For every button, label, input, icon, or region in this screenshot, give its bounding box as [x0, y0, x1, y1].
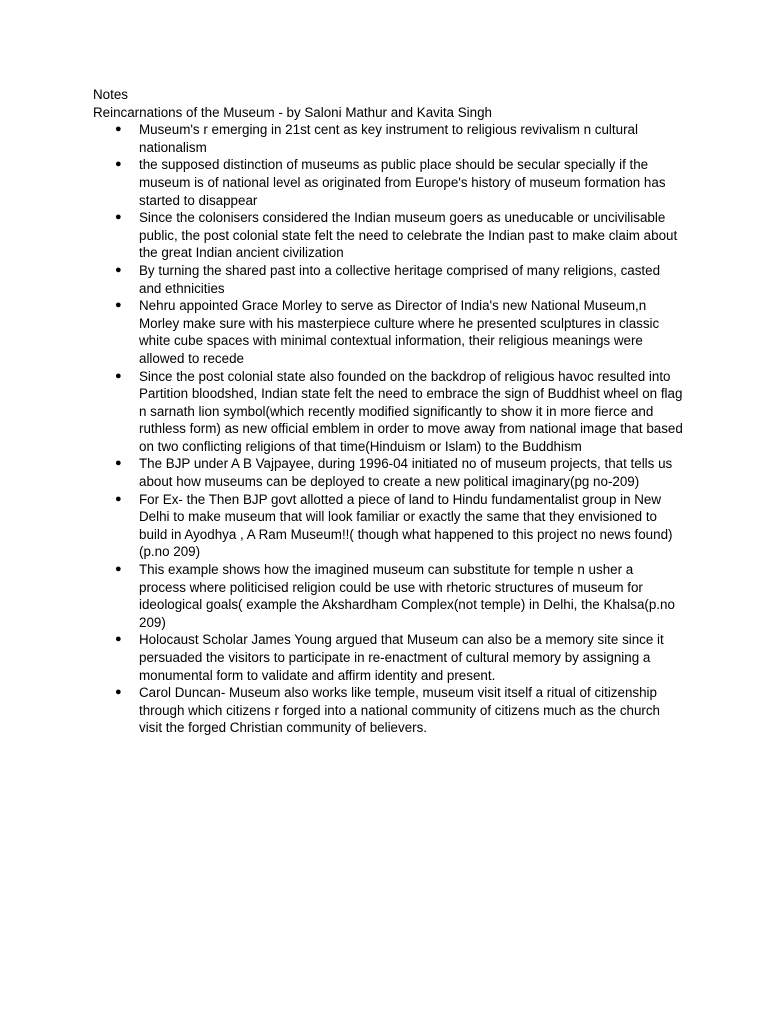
list-item — [93, 262, 683, 297]
bullet-icon: ● — [115, 123, 122, 136]
bullet-icon: ● — [115, 369, 122, 382]
list-item-text: Carol Duncan- Museum also works like temple, museum visit itself a ritual of citizenship through which citizens r forged into a national community of citizens much as the church visit the forged Christian community of believers. — [139, 685, 661, 736]
list-item-text: Since the post colonial state also founded on the backdrop of religious havoc resulted into Partition bloodshed, Indian state felt the need to embrace the sign of Buddhist wheel on flag n sarnath lion symbol(which recently modified significantly to show it in more fierce and ruthless form) as new official emblem in order to move away from national image that based on two conflicting religions of that time(Hinduism or Islam) to the Buddhism — [139, 368, 683, 454]
document-page — [93, 86, 683, 737]
bullet-icon: ● — [115, 158, 122, 171]
list-item — [93, 491, 683, 561]
list-item — [93, 121, 683, 156]
list-item — [93, 561, 683, 631]
list-item — [93, 368, 683, 456]
list-item-text: the supposed distinction of museums as public place should be secular specially if the museum is of national level as originated from Europe's history of museum formation has started to disappear — [139, 157, 666, 208]
document-subtitle: Reincarnations of the Museum - by Saloni Mathur and Kavita Singh — [93, 104, 492, 120]
list-item — [93, 297, 683, 367]
bullet-icon: ● — [115, 299, 122, 312]
bullet-icon: ● — [115, 211, 122, 224]
list-item-text: By turning the shared past into a collective heritage comprised of many religions, casted and ethnicities — [139, 262, 661, 296]
bullet-icon: ● — [115, 686, 122, 699]
list-item-text: Since the colonisers considered the Indian museum goers as uneducable or uncivilisable public, the post colonial state felt the need to celebrate the Indian past to make claim about the great Indian ancient civilization — [139, 210, 678, 261]
bullet-icon: ● — [115, 563, 122, 576]
bullet-icon: ● — [115, 457, 122, 470]
list-item-text: Museum's r emerging in 21st cent as key instrument to religious revivalism n cultural nationalism — [139, 122, 638, 155]
list-item-text: This example shows how the imagined museum can substitute for temple n usher a process where politicised religion could be use with rhetoric structures of museum for ideological goals( example the Akshardham Complex(not temple) in Delhi, the Khalsa(p.no 209) — [139, 562, 675, 630]
list-item-text: The BJP under A B Vajpayee, during 1996-04 initiated no of museum projects, that tells us about how museums can be deployed to create a new political imaginary(pg no-209) — [139, 456, 673, 490]
list-item — [93, 684, 683, 737]
list-item-text: Nehru appointed Grace Morley to serve as Director of India's new National Museum,n Morley make sure with his masterpiece culture where he presented sculptures in classic white cube spaces with minimal contextual information, their religious meanings were allowed to recede — [139, 298, 660, 366]
list-item — [93, 156, 683, 209]
bullet-icon: ● — [115, 633, 122, 646]
notes-bullet-list — [93, 121, 683, 737]
bullet-icon: ● — [115, 263, 122, 276]
list-item-text: Holocaust Scholar James Young argued that Museum can also be a memory site since it persuaded the visitors to participate in re-enactment of cultural memory by assigning a monumental form to validate and affirm identity and present. — [139, 632, 664, 683]
list-item — [93, 631, 683, 684]
list-item — [93, 209, 683, 262]
notes-heading: Notes — [93, 87, 128, 102]
list-item — [93, 455, 683, 490]
bullet-icon: ● — [115, 492, 122, 505]
list-item-text: For Ex- the Then BJP govt allotted a piece of land to Hindu fundamentalist group in New Delhi to make museum that will look familiar or exactly the same that they envisioned to build in Ayodhya , A Ram Museum!!( though what happened to this project no news found) (p.no 209) — [139, 491, 673, 560]
